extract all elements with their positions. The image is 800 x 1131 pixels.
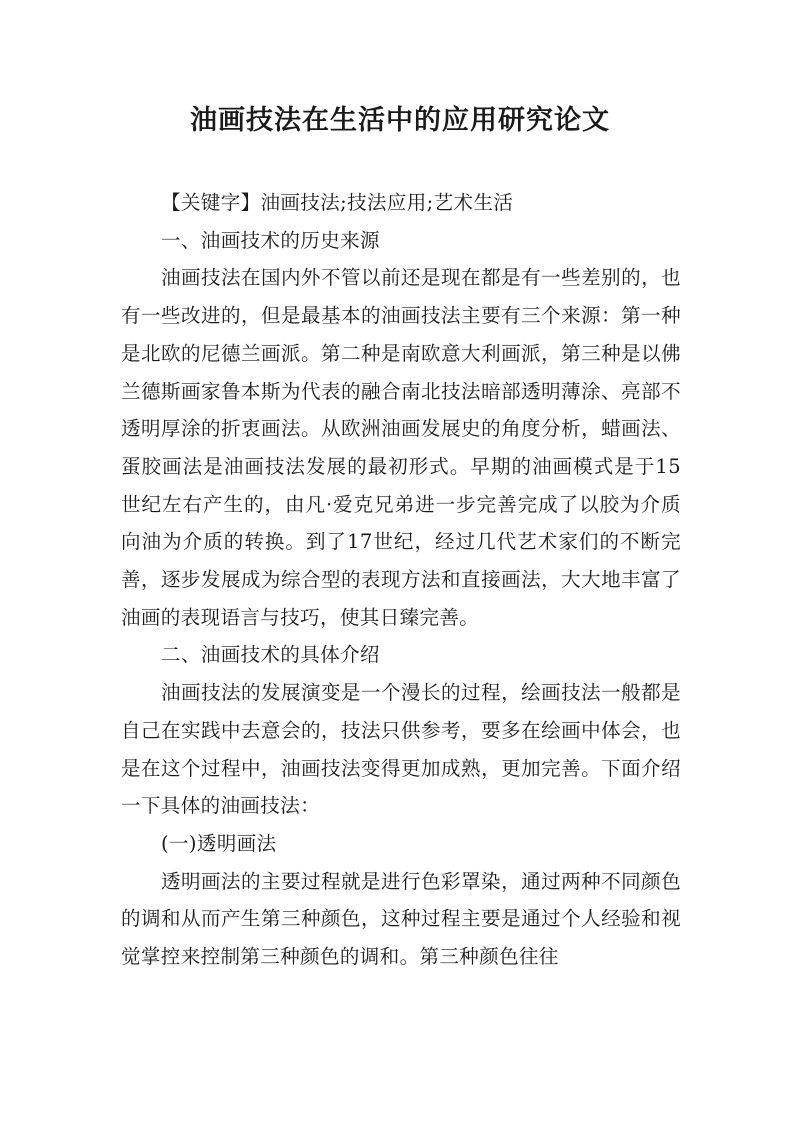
paragraph: 透明画法的主要过程就是进行色彩罩染，通过两种不同颜色的调和从而产生第三种颜色，这种过程主要是通过个人经验和视觉掌控来控制第三种颜色的调和。第三种颜色往往 <box>121 869 681 969</box>
section-heading: 二、油画技术的具体介绍 <box>161 643 380 667</box>
paragraph: 油画技法的发展演变是一个漫长的过程，绘画技法一般都是自己在实践中去意会的，技法只供参考，要多在绘画中体会，也是在这个过程中，油画技法变得更加成熟，更加完善。下面介绍一下具体的油画技法： <box>121 681 681 818</box>
subsection-heading: (一)透明画法 <box>161 831 277 855</box>
document-title: 油画技法在生活中的应用研究论文 <box>190 105 610 136</box>
paragraph: 油画技法在国内外不管以前还是现在都是有一些差别的，也有一些改进的，但是最基本的油画技法主要有三个来源：第一种是北欧的尼德兰画派。第二种是南欧意大利画派，第三种是以佛兰德斯画家鲁本斯为代表的融合南北技法暗部透明薄涂、亮部不透明厚涂的折衷画法。从欧洲油画发展史的角度分析，蜡画法、蛋胶画法是油画技法发展的最初形式。早期的油画模式是于15世纪左右产生的，由凡·爱克兄弟进一步完善完成了以胶为介质向油为介质的转换。到了17世纪，经过几代艺术家们的不断完善，逐步发展成为综合型的表现方法和直接画法，大大地丰富了油画的表现语言与技巧，使其日臻完善。 <box>121 266 681 629</box>
document-body <box>121 184 681 976</box>
keywords-line: 【关键字】油画技法;技法应用;艺术生活 <box>161 191 514 214</box>
section-heading: 一、油画技术的历史来源 <box>161 228 380 252</box>
